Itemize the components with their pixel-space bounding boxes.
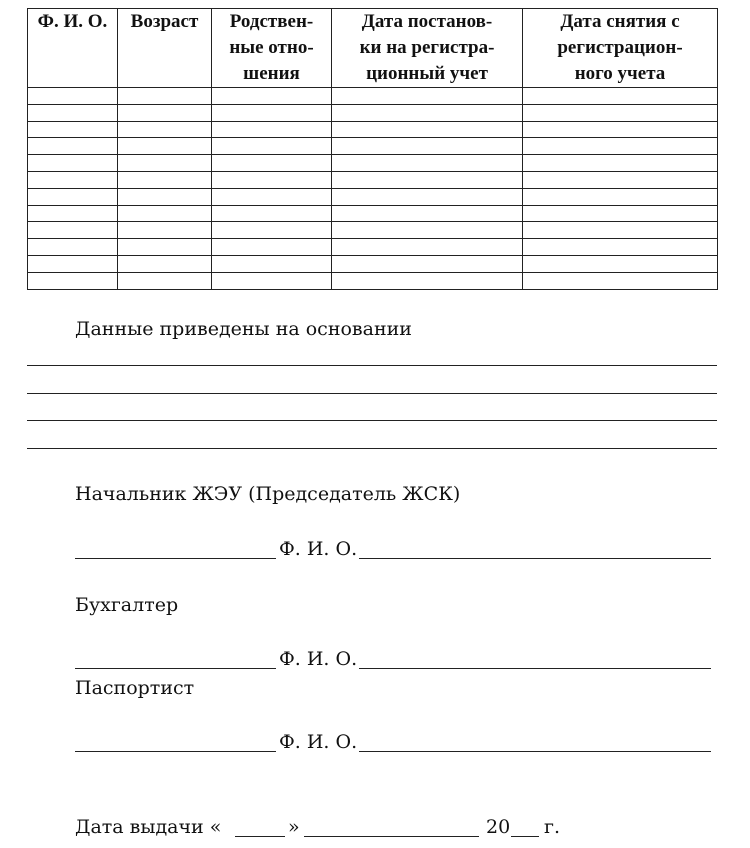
table-row: [28, 88, 718, 105]
table-cell[interactable]: [28, 205, 118, 222]
table-cell[interactable]: [212, 138, 332, 155]
issue-close-quote: »: [288, 816, 300, 838]
issue-day-line[interactable]: [235, 836, 285, 837]
table-cell[interactable]: [332, 138, 523, 155]
table-cell[interactable]: [118, 272, 212, 289]
issue-month-line[interactable]: [304, 836, 479, 837]
table-cell[interactable]: [118, 255, 212, 272]
head-fio-line[interactable]: [359, 558, 711, 559]
table-cell[interactable]: [212, 155, 332, 172]
table-row: [28, 155, 718, 172]
table-cell[interactable]: [332, 104, 523, 121]
header-relationship: Родствен- ные отно- шения: [212, 9, 332, 88]
table-cell[interactable]: [332, 222, 523, 239]
table-cell[interactable]: [212, 205, 332, 222]
basis-label: Данные приведены на основании: [75, 318, 412, 340]
table-row: [28, 222, 718, 239]
table-cell[interactable]: [212, 88, 332, 105]
header-fio: Ф. И. О.: [28, 9, 118, 88]
issue-year-suffix: г.: [544, 816, 560, 838]
basis-line-1[interactable]: [27, 365, 717, 366]
table-cell[interactable]: [28, 255, 118, 272]
table-cell[interactable]: [28, 155, 118, 172]
table-cell[interactable]: [523, 255, 718, 272]
registration-table: [27, 8, 718, 290]
table-cell[interactable]: [28, 171, 118, 188]
table-cell[interactable]: [523, 121, 718, 138]
table-cell[interactable]: [332, 88, 523, 105]
table-cell[interactable]: [523, 171, 718, 188]
table-row: [28, 188, 718, 205]
table-cell[interactable]: [28, 104, 118, 121]
table-cell[interactable]: [523, 272, 718, 289]
basis-line-3[interactable]: [27, 420, 717, 421]
table-cell[interactable]: [332, 239, 523, 256]
head-fio-label: Ф. И. О.: [279, 538, 358, 560]
table-row: [28, 171, 718, 188]
table-cell[interactable]: [118, 171, 212, 188]
table-header-row: [28, 9, 718, 88]
table-cell[interactable]: [118, 88, 212, 105]
table-row: [28, 255, 718, 272]
table-cell[interactable]: [332, 171, 523, 188]
table-cell[interactable]: [28, 188, 118, 205]
table-cell[interactable]: [523, 188, 718, 205]
table-cell[interactable]: [212, 222, 332, 239]
table-cell[interactable]: [332, 155, 523, 172]
table-cell[interactable]: [523, 104, 718, 121]
table-cell[interactable]: [118, 155, 212, 172]
table-body: [28, 88, 718, 290]
table-cell[interactable]: [118, 222, 212, 239]
table-cell[interactable]: [118, 205, 212, 222]
table-cell[interactable]: [212, 121, 332, 138]
table-row: [28, 104, 718, 121]
table-cell[interactable]: [523, 222, 718, 239]
table-cell[interactable]: [523, 88, 718, 105]
table-cell[interactable]: [28, 138, 118, 155]
issue-year-line[interactable]: [511, 836, 539, 837]
table-cell[interactable]: [332, 205, 523, 222]
table-row: [28, 138, 718, 155]
passport-title: Паспортист: [75, 677, 195, 699]
head-title: Начальник ЖЭУ (Председатель ЖСК): [75, 483, 461, 505]
header-deregistration-date: Дата снятия с регистрацион- ного учета: [523, 9, 718, 88]
head-signature-line[interactable]: [75, 558, 276, 559]
passport-fio-line[interactable]: [359, 751, 711, 752]
header-registration-date: Дата постанов- ки на регистра- ционный учет: [332, 9, 523, 88]
table-cell[interactable]: [332, 188, 523, 205]
passport-fio-label: Ф. И. О.: [279, 731, 358, 753]
table-row: [28, 272, 718, 289]
table-cell[interactable]: [28, 239, 118, 256]
table-cell[interactable]: [212, 188, 332, 205]
table-cell[interactable]: [212, 171, 332, 188]
table-cell[interactable]: [28, 121, 118, 138]
table-cell[interactable]: [523, 138, 718, 155]
table-row: [28, 121, 718, 138]
table-cell[interactable]: [332, 272, 523, 289]
issue-year-prefix: 20: [486, 816, 511, 838]
accountant-signature-line[interactable]: [75, 668, 276, 669]
accountant-fio-line[interactable]: [359, 668, 711, 669]
header-age: Возраст: [118, 9, 212, 88]
basis-line-2[interactable]: [27, 393, 717, 394]
table-cell[interactable]: [212, 104, 332, 121]
passport-signature-line[interactable]: [75, 751, 276, 752]
table-cell[interactable]: [212, 255, 332, 272]
table-cell[interactable]: [212, 272, 332, 289]
table-cell[interactable]: [523, 239, 718, 256]
table-row: [28, 239, 718, 256]
table-cell[interactable]: [332, 121, 523, 138]
table-cell[interactable]: [28, 272, 118, 289]
table-cell[interactable]: [523, 205, 718, 222]
table-cell[interactable]: [118, 104, 212, 121]
table-cell[interactable]: [28, 222, 118, 239]
basis-line-4[interactable]: [27, 448, 717, 449]
accountant-fio-label: Ф. И. О.: [279, 648, 358, 670]
table-cell[interactable]: [118, 121, 212, 138]
table-cell[interactable]: [28, 88, 118, 105]
issue-date-label: Дата выдачи «: [75, 816, 222, 838]
table-cell[interactable]: [523, 155, 718, 172]
table-cell[interactable]: [212, 239, 332, 256]
table-cell[interactable]: [118, 138, 212, 155]
table-cell[interactable]: [118, 239, 212, 256]
accountant-title: Бухгалтер: [75, 594, 179, 616]
table-cell[interactable]: [118, 188, 212, 205]
table-row: [28, 205, 718, 222]
table-cell[interactable]: [332, 255, 523, 272]
